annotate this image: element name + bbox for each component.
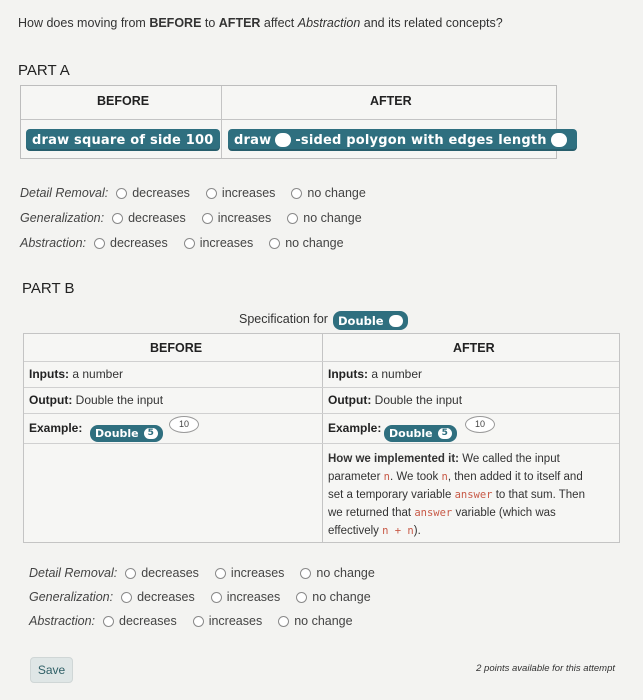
option-label: no change [303, 211, 362, 225]
after-block-start: draw [234, 132, 272, 148]
output-label: Output: [29, 393, 73, 407]
part-b-row-divider [24, 413, 619, 414]
part-a-abstraction-row [20, 236, 352, 250]
impl-text: to that sum. Then [492, 489, 585, 501]
part-b-row-divider [24, 443, 619, 444]
radio-increases[interactable] [202, 213, 213, 224]
part-b-abstraction-row [29, 614, 361, 628]
example-arg: 5 [438, 428, 452, 439]
row-label: Abstraction: [20, 236, 87, 250]
part-b-row-divider [24, 387, 619, 388]
radio-decreases[interactable] [125, 568, 136, 579]
option-label: no change [294, 614, 353, 628]
part-b-generalization-row [29, 590, 379, 604]
impl-text: parameter [328, 471, 384, 483]
option-label: decreases [110, 236, 168, 250]
part-a-title: PART A [18, 62, 70, 79]
spec-double-block [333, 311, 408, 330]
option-label: decreases [132, 186, 190, 200]
part-b-before-header: BEFORE [150, 341, 203, 355]
part-a-before-header: BEFORE [97, 94, 150, 108]
inputs-label: Inputs: [29, 367, 69, 381]
example-block-label: Double [95, 427, 139, 440]
inputs-label: Inputs: [328, 367, 368, 381]
option-label: no change [312, 590, 371, 604]
radio-increases[interactable] [193, 616, 204, 627]
part-b-after-header: AFTER [453, 341, 495, 355]
impl-code: n + n [382, 525, 414, 537]
option-label: decreases [128, 211, 186, 225]
part-a-detail-removal-row [20, 186, 374, 200]
row-label: Generalization: [20, 211, 105, 225]
sides-slot[interactable] [275, 133, 291, 147]
radio-no-change[interactable] [291, 188, 302, 199]
row-label: Generalization: [29, 590, 114, 604]
save-button[interactable]: Save [30, 657, 73, 683]
option-label: decreases [141, 566, 199, 580]
before-block-label: draw square of side 100 [32, 132, 214, 148]
option-label: decreases [119, 614, 177, 628]
radio-no-change[interactable] [278, 616, 289, 627]
part-b-title: PART B [22, 280, 75, 297]
example-label: Example: [328, 421, 382, 435]
impl-text: . We took [389, 471, 442, 483]
radio-decreases[interactable] [116, 188, 127, 199]
radio-no-change[interactable] [296, 592, 307, 603]
part-b-row-divider [24, 361, 619, 362]
impl-text: ). [413, 525, 421, 537]
inputs-value: a number [368, 367, 423, 381]
impl-code: answer [454, 489, 493, 501]
radio-no-change[interactable] [287, 213, 298, 224]
question-mid: to [201, 16, 219, 30]
after-inputs [328, 367, 422, 381]
option-label: no change [307, 186, 366, 200]
option-label: increases [226, 590, 281, 604]
before-draw-square-block [26, 129, 220, 151]
radio-decreases[interactable] [121, 592, 132, 603]
points-available-text: 2 points available for this attempt [476, 663, 615, 674]
impl-text: set a temporary variable [328, 489, 455, 501]
radio-no-change[interactable] [269, 238, 280, 249]
radio-decreases[interactable] [112, 213, 123, 224]
part-b-detail-removal-row [29, 566, 383, 580]
part-b-column-divider [322, 334, 323, 542]
after-output [328, 393, 462, 407]
option-label: decreases [137, 590, 195, 604]
impl-text: , then added it to itself and [447, 471, 583, 483]
output-value: Double the input [371, 393, 463, 407]
question-after: AFTER [218, 16, 261, 30]
radio-increases[interactable] [206, 188, 217, 199]
impl-text: variable (which was [452, 507, 556, 519]
radio-decreases[interactable] [94, 238, 105, 249]
option-label: increases [221, 186, 276, 200]
spec-label-text: Specification for [239, 312, 328, 326]
radio-increases[interactable] [184, 238, 195, 249]
before-output [29, 393, 163, 407]
before-example-result-bubble: 10 [169, 416, 199, 433]
question-suffix: and its related concepts? [360, 16, 503, 30]
part-a-after-header: AFTER [370, 94, 412, 108]
option-label: increases [230, 566, 285, 580]
question-mid2: affect [260, 16, 298, 30]
impl-line: We called the input [459, 453, 560, 465]
after-example-result-bubble: 10 [465, 416, 495, 433]
impl-text: we returned that [328, 507, 415, 519]
radio-increases[interactable] [211, 592, 222, 603]
question-before: BEFORE [149, 16, 202, 30]
spec-slot[interactable] [389, 315, 403, 327]
after-block-mid: -sided polygon with edges length [295, 132, 547, 148]
length-slot[interactable] [551, 133, 567, 147]
impl-code: n [441, 471, 448, 483]
inputs-value: a number [69, 367, 124, 381]
row-label: Detail Removal: [29, 566, 118, 580]
option-label: no change [316, 566, 375, 580]
implementation-description [328, 450, 618, 540]
part-a-generalization-row [20, 211, 370, 225]
row-label: Detail Removal: [20, 186, 109, 200]
after-example-double-block [384, 425, 457, 442]
radio-increases[interactable] [215, 568, 226, 579]
example-block-label: Double [389, 427, 433, 440]
output-label: Output: [328, 393, 372, 407]
part-b-table [23, 333, 620, 543]
impl-label: How we implemented it: [328, 453, 459, 465]
impl-code: n [383, 471, 390, 483]
before-example-double-block [90, 425, 163, 442]
part-a-table [20, 85, 557, 159]
spec-block-label: Double [338, 313, 384, 328]
output-value: Double the input [72, 393, 164, 407]
question-text [18, 16, 503, 30]
row-label: Abstraction: [29, 614, 96, 628]
question-concept: Abstraction [297, 16, 361, 30]
option-label: increases [199, 236, 254, 250]
impl-text: effectively [328, 525, 383, 537]
specification-label [239, 312, 328, 326]
radio-no-change[interactable] [300, 568, 311, 579]
after-example-label [328, 421, 381, 435]
option-label: increases [208, 614, 263, 628]
question-prefix: How does moving from [18, 16, 150, 30]
example-arg: 5 [144, 428, 158, 439]
part-a-divider-horizontal [21, 119, 556, 120]
impl-code: answer [414, 507, 453, 519]
before-example-label [29, 421, 82, 435]
option-label: no change [285, 236, 344, 250]
radio-decreases[interactable] [103, 616, 114, 627]
option-label: increases [217, 211, 272, 225]
example-label: Example: [29, 421, 83, 435]
after-draw-polygon-block [228, 129, 577, 151]
before-inputs [29, 367, 123, 381]
part-a-divider-vertical [221, 86, 222, 158]
